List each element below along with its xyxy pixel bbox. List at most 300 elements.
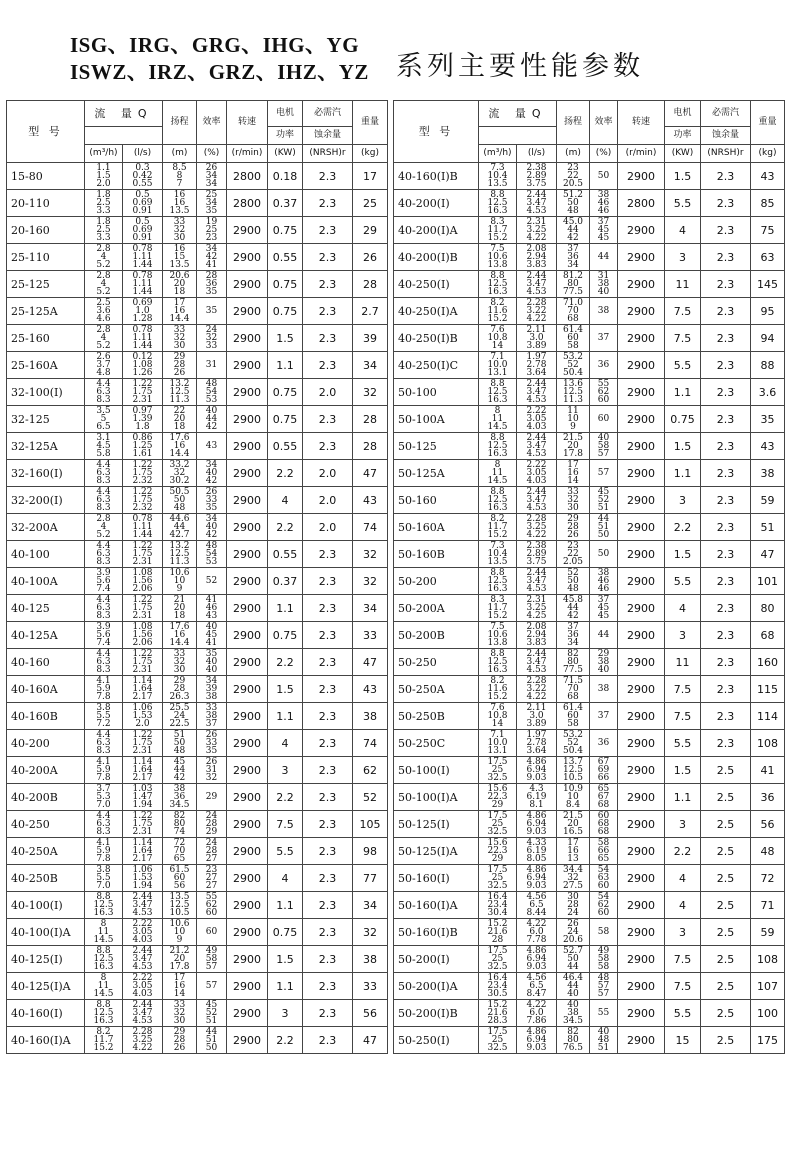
- flow-ls-cell: [123, 217, 163, 244]
- unit-weight: (kg): [353, 145, 388, 163]
- unit-efficiency: (%): [197, 145, 227, 163]
- flow-ls-cell-value: 0.78: [132, 325, 153, 335]
- flow-ls-cell-value: 3.83: [526, 638, 547, 648]
- table-row: [394, 352, 785, 379]
- npsh-cell: 2.3: [701, 163, 751, 190]
- flow-m3h-cell: [85, 703, 123, 730]
- flow-ls-cell-value: 4.86: [526, 865, 547, 875]
- efficiency-cell-value: 28: [205, 846, 218, 856]
- series-title-line2: ISWZ、IRZ、GRZ、IHZ、YZ: [70, 60, 369, 84]
- efficiency-cell-value: 54: [597, 865, 610, 875]
- speed-cell: 2900: [227, 352, 268, 379]
- flow-ls-cell-value: 4.03: [526, 422, 547, 432]
- flow-ls-cell-value: 3.05: [526, 468, 547, 478]
- flow-ls-cell-value: 1.39: [132, 414, 153, 424]
- efficiency-cell: [197, 379, 227, 406]
- head-cell: [557, 325, 590, 352]
- efficiency-cell-value: 37: [597, 711, 610, 721]
- unit-power: (KW): [268, 145, 303, 163]
- flow-m3h-cell: [85, 568, 123, 595]
- header-flow-spacer: [85, 127, 163, 145]
- flow-m3h-cell: [479, 892, 517, 919]
- flow-m3h-cell-value: 8.8: [490, 271, 505, 281]
- flow-ls-cell-value: 8.44: [526, 908, 547, 918]
- table-row: [7, 271, 388, 298]
- head-cell-value: 50.5: [169, 487, 190, 497]
- flow-ls-cell-value: 4.3: [529, 784, 544, 794]
- flow-ls-cell-value: 0.3: [135, 163, 150, 173]
- efficiency-cell-value: 44: [597, 514, 610, 524]
- head-cell: [163, 1000, 197, 1027]
- flow-m3h-cell-value: 6.3: [96, 468, 111, 478]
- efficiency-cell-value: 27: [205, 881, 218, 891]
- flow-m3h-cell-value: 2.5: [96, 198, 111, 208]
- npsh-cell: 2.5: [701, 838, 751, 865]
- weight-cell: 17: [353, 163, 388, 190]
- efficiency-cell-value: 60: [597, 881, 610, 891]
- flow-m3h-cell-value: 15.2: [487, 692, 508, 702]
- weight-cell: 41: [751, 757, 785, 784]
- head-cell-value: 16: [567, 468, 579, 478]
- model-cell: 50-160: [394, 487, 479, 514]
- model-cell: 40-100(I)A: [7, 919, 85, 946]
- flow-ls-cell: [517, 811, 557, 838]
- efficiency-cell-value: 38: [597, 568, 610, 578]
- efficiency-cell: [197, 892, 227, 919]
- series-title: [70, 32, 369, 86]
- flow-ls-cell: [123, 838, 163, 865]
- flow-ls-cell-value: 3.64: [526, 368, 547, 378]
- flow-ls-cell-value: 3.47: [526, 657, 547, 667]
- head-cell-value: 37: [567, 622, 579, 632]
- head-cell-value: 13.6: [562, 379, 584, 389]
- head-cell-value: 60: [567, 333, 579, 343]
- weight-cell: 38: [751, 460, 785, 487]
- head-cell-value: 10.6: [169, 568, 190, 578]
- efficiency-cell: [590, 892, 618, 919]
- head-cell-value: 50.4: [562, 746, 584, 756]
- flow-ls-cell-value: 2.44: [132, 892, 153, 902]
- npsh-cell: 2.3: [303, 757, 353, 784]
- power-cell: 1.1: [268, 595, 303, 622]
- head-cell-value: 2.05: [562, 557, 584, 567]
- head-cell: [557, 406, 590, 433]
- flow-m3h-cell: [479, 190, 517, 217]
- head-cell-value: 32: [173, 657, 186, 667]
- flow-ls-cell-value: 4.03: [132, 989, 153, 999]
- efficiency-cell-value: 40: [205, 522, 218, 532]
- flow-ls-cell-value: 4.53: [526, 287, 547, 297]
- table-row: [394, 730, 785, 757]
- model-cell: 50-100(I)A: [394, 784, 479, 811]
- efficiency-cell-value: 40: [205, 406, 218, 416]
- unit-npsh: (NRSH)r: [701, 145, 751, 163]
- flow-m3h-cell-value: 10.8: [487, 333, 508, 343]
- speed-cell: 2900: [618, 811, 665, 838]
- head-cell-value: 14.4: [169, 638, 190, 648]
- flow-m3h-cell-value: 16.3: [487, 287, 508, 297]
- power-cell: 5.5: [665, 730, 701, 757]
- flow-m3h-cell-value: 17.5: [487, 811, 508, 821]
- flow-ls-cell: [123, 865, 163, 892]
- efficiency-cell-value: 44: [597, 630, 610, 640]
- efficiency-cell: [590, 487, 618, 514]
- flow-ls-cell-value: 1.11: [132, 522, 153, 532]
- model-cell: 50-160(I)A: [394, 892, 479, 919]
- flow-ls-cell-value: 3.25: [132, 1035, 153, 1045]
- head-cell-value: 10.5: [562, 773, 584, 783]
- npsh-cell: 2.3: [303, 325, 353, 352]
- flow-m3h-cell-value: 10.0: [487, 738, 508, 748]
- efficiency-cell: [197, 784, 227, 811]
- head-cell-value: 20: [173, 414, 186, 424]
- flow-ls-cell-value: 2.06: [132, 584, 153, 594]
- head-cell: [163, 919, 197, 946]
- flow-m3h-cell-value: 32.5: [487, 1043, 508, 1053]
- efficiency-cell: [590, 865, 618, 892]
- flow-m3h-cell-value: 6.3: [96, 657, 111, 667]
- table-row: [7, 865, 388, 892]
- flow-m3h-cell-value: 11: [97, 927, 110, 937]
- flow-m3h-cell-value: 14: [491, 719, 504, 729]
- flow-ls-cell-value: 6.94: [526, 1035, 547, 1045]
- flow-ls-cell-value: 1.53: [132, 873, 153, 883]
- header-model: 型 号: [394, 101, 479, 163]
- header-flow: 流 量Q: [479, 101, 557, 127]
- flow-m3h-cell-value: 11.6: [487, 306, 508, 316]
- flow-m3h-cell-value: 12.5: [487, 279, 508, 289]
- model-cell: 40-250: [7, 811, 85, 838]
- head-cell: [557, 487, 590, 514]
- flow-m3h-cell-value: 32.5: [487, 962, 508, 972]
- head-cell-value: 22: [567, 171, 579, 181]
- flow-m3h-cell-value: 16.3: [487, 584, 508, 594]
- flow-m3h-cell: [85, 244, 123, 271]
- efficiency-cell: [197, 919, 227, 946]
- efficiency-cell: [590, 217, 618, 244]
- flow-m3h-cell-value: 5.9: [96, 765, 111, 775]
- flow-ls-cell-value: 3.83: [526, 260, 547, 270]
- head-cell: [557, 514, 590, 541]
- efficiency-cell: [197, 865, 227, 892]
- flow-ls-cell-value: 4.53: [132, 908, 153, 918]
- head-cell: [163, 271, 197, 298]
- efficiency-cell-value: 35: [205, 746, 218, 756]
- efficiency-cell-value: 38: [205, 711, 218, 721]
- flow-m3h-cell-value: 12.5: [487, 441, 508, 451]
- efficiency-cell: [590, 541, 618, 568]
- head-cell-value: 11.3: [562, 395, 584, 405]
- flow-m3h-cell-value: 13.8: [487, 260, 508, 270]
- flow-ls-cell-value: 4.22: [526, 314, 547, 324]
- efficiency-cell: [197, 1027, 227, 1054]
- speed-cell: 2900: [618, 1000, 665, 1027]
- power-cell: 7.5: [665, 298, 701, 325]
- npsh-cell: 2.3: [701, 244, 751, 271]
- flow-ls-cell-value: 2.28: [132, 1027, 153, 1037]
- efficiency-cell: [197, 595, 227, 622]
- efficiency-cell-value: 40: [597, 287, 610, 297]
- flow-m3h-cell-value: 8.8: [490, 433, 505, 443]
- efficiency-cell-value: 69: [597, 765, 610, 775]
- power-cell: 4: [665, 892, 701, 919]
- table-row: [7, 919, 388, 946]
- flow-m3h-cell-value: 11.7: [487, 522, 508, 532]
- weight-cell: 74: [353, 730, 388, 757]
- head-cell-value: 28: [173, 1035, 186, 1045]
- flow-ls-cell-value: 1.22: [132, 487, 153, 497]
- flow-ls-cell-value: 2.89: [526, 549, 547, 559]
- header-motor-power: 功率: [268, 127, 303, 145]
- efficiency-cell-value: 23: [205, 233, 218, 243]
- efficiency-cell-value: 48: [205, 379, 218, 389]
- weight-cell: 160: [751, 649, 785, 676]
- head-cell-value: 20: [567, 441, 579, 451]
- head-cell-value: 61.4: [562, 325, 584, 335]
- table-row: [7, 244, 388, 271]
- head-cell: [557, 217, 590, 244]
- model-cell: 32-125: [7, 406, 85, 433]
- flow-ls-cell-value: 2.08: [526, 622, 547, 632]
- flow-ls-cell-value: 3.22: [526, 684, 547, 694]
- efficiency-cell-value: 36: [597, 360, 610, 370]
- model-cell: 40-125(I)A: [7, 973, 85, 1000]
- speed-cell: 2900: [618, 163, 665, 190]
- flow-ls-cell-value: 2.78: [526, 738, 547, 748]
- flow-m3h-cell-value: 17.5: [487, 946, 508, 956]
- model-cell: 50-200B: [394, 622, 479, 649]
- head-cell-value: 60: [567, 711, 579, 721]
- flow-ls-cell-value: 2.17: [132, 854, 153, 864]
- efficiency-cell-value: 68: [597, 819, 610, 829]
- flow-ls-cell-value: 2.44: [526, 433, 547, 443]
- flow-ls-cell: [517, 919, 557, 946]
- flow-ls-cell-value: 1.11: [132, 333, 153, 343]
- weight-cell: 39: [353, 325, 388, 352]
- head-cell-value: 53.2: [562, 352, 584, 362]
- flow-ls-cell-value: 9.03: [526, 881, 547, 891]
- model-cell: 40-250(I)C: [394, 352, 479, 379]
- efficiency-cell-value: 34: [205, 676, 218, 686]
- head-cell-value: 71.0: [562, 298, 584, 308]
- efficiency-cell-value: 31: [597, 271, 610, 281]
- flow-ls-cell-value: 1.25: [132, 441, 153, 451]
- head-cell-value: 13.5: [169, 260, 190, 270]
- head-cell-value: 17.6: [169, 622, 190, 632]
- table-row: [7, 892, 388, 919]
- flow-m3h-cell: [479, 325, 517, 352]
- efficiency-cell-value: 65: [597, 854, 610, 864]
- efficiency-cell-value: 45: [597, 225, 610, 235]
- flow-m3h-cell-value: 15.2: [487, 919, 508, 929]
- head-cell-value: 16: [173, 441, 186, 451]
- weight-cell: 2.7: [353, 298, 388, 325]
- flow-ls-cell-value: 3.0: [529, 711, 544, 721]
- npsh-cell: 2.5: [701, 919, 751, 946]
- model-cell: 40-160A: [7, 676, 85, 703]
- power-cell: 3: [268, 757, 303, 784]
- head-cell-value: 29: [567, 514, 579, 524]
- table-row: [7, 325, 388, 352]
- speed-cell: 2900: [227, 811, 268, 838]
- flow-m3h-cell-value: 12.5: [487, 387, 508, 397]
- flow-ls-cell-value: 0.91: [132, 233, 153, 243]
- flow-ls-cell: [123, 1027, 163, 1054]
- flow-m3h-cell: [479, 460, 517, 487]
- efficiency-cell-value: 34: [205, 179, 218, 189]
- efficiency-cell: [590, 595, 618, 622]
- flow-m3h-cell-value: 7.6: [490, 703, 505, 713]
- head-cell-value: 42: [567, 233, 579, 243]
- table-row: [7, 622, 388, 649]
- head-cell: [163, 649, 197, 676]
- weight-cell: 56: [751, 811, 785, 838]
- efficiency-cell-value: 41: [205, 595, 218, 605]
- efficiency-cell-value: 40: [597, 433, 610, 443]
- efficiency-cell-value: 48: [597, 973, 610, 983]
- flow-ls-cell: [517, 541, 557, 568]
- head-cell-value: 12.5: [562, 387, 584, 397]
- npsh-cell: 2.3: [303, 703, 353, 730]
- table-row: [394, 595, 785, 622]
- model-cell: 40-160(I): [7, 1000, 85, 1027]
- flow-ls-cell-value: 1.22: [132, 811, 153, 821]
- efficiency-cell-value: 60: [205, 908, 218, 918]
- head-cell-value: 21.2: [169, 946, 190, 956]
- flow-m3h-cell-value: 7.8: [96, 773, 111, 783]
- flow-ls-cell-value: 3.47: [526, 279, 547, 289]
- flow-ls-cell-value: 6.0: [529, 927, 544, 937]
- header-weight: 重量: [353, 101, 388, 145]
- npsh-cell: 2.3: [701, 433, 751, 460]
- speed-cell: 2900: [618, 379, 665, 406]
- efficiency-cell-value: 38: [597, 684, 610, 694]
- efficiency-cell-value: 38: [597, 279, 610, 289]
- efficiency-cell: [590, 703, 618, 730]
- table-row: [394, 379, 785, 406]
- npsh-cell: 2.3: [303, 973, 353, 1000]
- efficiency-cell: [590, 163, 618, 190]
- power-cell: 5.5: [665, 352, 701, 379]
- head-cell-value: 16: [173, 306, 186, 316]
- unit-flow-ls: (l/s): [517, 145, 557, 163]
- head-cell-value: 61.5: [169, 865, 190, 875]
- model-cell: 32-200(I): [7, 487, 85, 514]
- efficiency-cell-value: 35: [205, 206, 218, 216]
- flow-m3h-cell-value: 5.5: [96, 873, 111, 883]
- speed-cell: 2900: [227, 541, 268, 568]
- head-cell: [557, 973, 590, 1000]
- head-cell: [163, 730, 197, 757]
- flow-ls-cell-value: 3.64: [526, 746, 547, 756]
- flow-ls-cell: [517, 946, 557, 973]
- weight-cell: 51: [751, 514, 785, 541]
- unit-efficiency: (%): [590, 145, 618, 163]
- flow-m3h-cell: [479, 271, 517, 298]
- speed-cell: 2900: [227, 487, 268, 514]
- efficiency-cell-value: 46: [597, 584, 610, 594]
- speed-cell: 2900: [618, 973, 665, 1000]
- npsh-cell: 2.3: [701, 676, 751, 703]
- flow-m3h-cell-value: 3.9: [96, 622, 111, 632]
- efficiency-cell-value: 33: [205, 341, 218, 351]
- npsh-cell: 2.3: [303, 217, 353, 244]
- unit-npsh: (NRSH)r: [303, 145, 353, 163]
- flow-m3h-cell-value: 8.8: [490, 568, 505, 578]
- head-cell-value: 77.5: [562, 665, 584, 675]
- head-cell: [163, 433, 197, 460]
- power-cell: 1.1: [268, 892, 303, 919]
- head-cell-value: 71.5: [562, 676, 584, 686]
- flow-m3h-cell-value: 8.8: [490, 487, 505, 497]
- flow-ls-cell: [123, 676, 163, 703]
- power-cell: 1.1: [665, 460, 701, 487]
- head-cell-value: 27.5: [562, 881, 584, 891]
- table-row: [7, 460, 388, 487]
- speed-cell: 2900: [227, 595, 268, 622]
- table-row: [394, 1027, 785, 1054]
- flow-m3h-cell: [85, 460, 123, 487]
- model-cell: 50-200(I)A: [394, 973, 479, 1000]
- weight-cell: 25: [353, 190, 388, 217]
- head-cell: [557, 163, 590, 190]
- head-cell-value: 22: [567, 549, 579, 559]
- flow-ls-cell-value: 4.86: [526, 1027, 547, 1037]
- flow-ls-cell-value: 4.22: [132, 1043, 153, 1053]
- flow-ls-cell: [123, 811, 163, 838]
- head-cell: [163, 244, 197, 271]
- flow-m3h-cell-value: 16.3: [487, 449, 508, 459]
- efficiency-cell: [197, 757, 227, 784]
- weight-cell: 88: [751, 352, 785, 379]
- weight-cell: 100: [751, 1000, 785, 1027]
- head-cell-value: 52.7: [562, 946, 584, 956]
- head-cell: [163, 703, 197, 730]
- flow-m3h-cell-value: 8.2: [490, 676, 505, 686]
- head-cell-value: 32: [173, 333, 186, 343]
- flow-m3h-cell-value: 12.5: [487, 495, 508, 505]
- flow-ls-cell-value: 2.28: [526, 514, 547, 524]
- model-cell: 40-250A: [7, 838, 85, 865]
- head-cell: [163, 595, 197, 622]
- weight-cell: 33: [353, 973, 388, 1000]
- flow-ls-cell-value: 1.75: [132, 468, 153, 478]
- flow-ls-cell-value: 4.03: [526, 476, 547, 486]
- npsh-cell: 2.3: [701, 649, 751, 676]
- flow-m3h-cell-value: 12.5: [93, 954, 114, 964]
- efficiency-cell-value: 52: [205, 1008, 218, 1018]
- head-cell: [557, 298, 590, 325]
- header-npsh-margin: 蚀余量: [303, 127, 353, 145]
- efficiency-cell-value: 35: [205, 503, 218, 513]
- efficiency-cell-value: 42: [205, 530, 218, 540]
- model-cell: 40-250(I): [394, 271, 479, 298]
- flow-m3h-cell-value: 16.3: [487, 503, 508, 513]
- efficiency-cell-value: 60: [205, 927, 218, 937]
- speed-cell: 2900: [227, 946, 268, 973]
- weight-cell: 62: [353, 757, 388, 784]
- flow-m3h-cell-value: 7.0: [96, 881, 111, 891]
- flow-m3h-cell-value: 3.8: [96, 703, 111, 713]
- flow-ls-cell-value: 3.47: [132, 954, 153, 964]
- efficiency-cell-value: 35: [205, 287, 218, 297]
- speed-cell: 2900: [227, 1027, 268, 1054]
- head-cell: [163, 298, 197, 325]
- head-cell: [557, 433, 590, 460]
- flow-m3h-cell-value: 7.4: [96, 584, 111, 594]
- head-cell-value: 34.5: [169, 800, 190, 810]
- head-cell-value: 22.5: [169, 719, 190, 729]
